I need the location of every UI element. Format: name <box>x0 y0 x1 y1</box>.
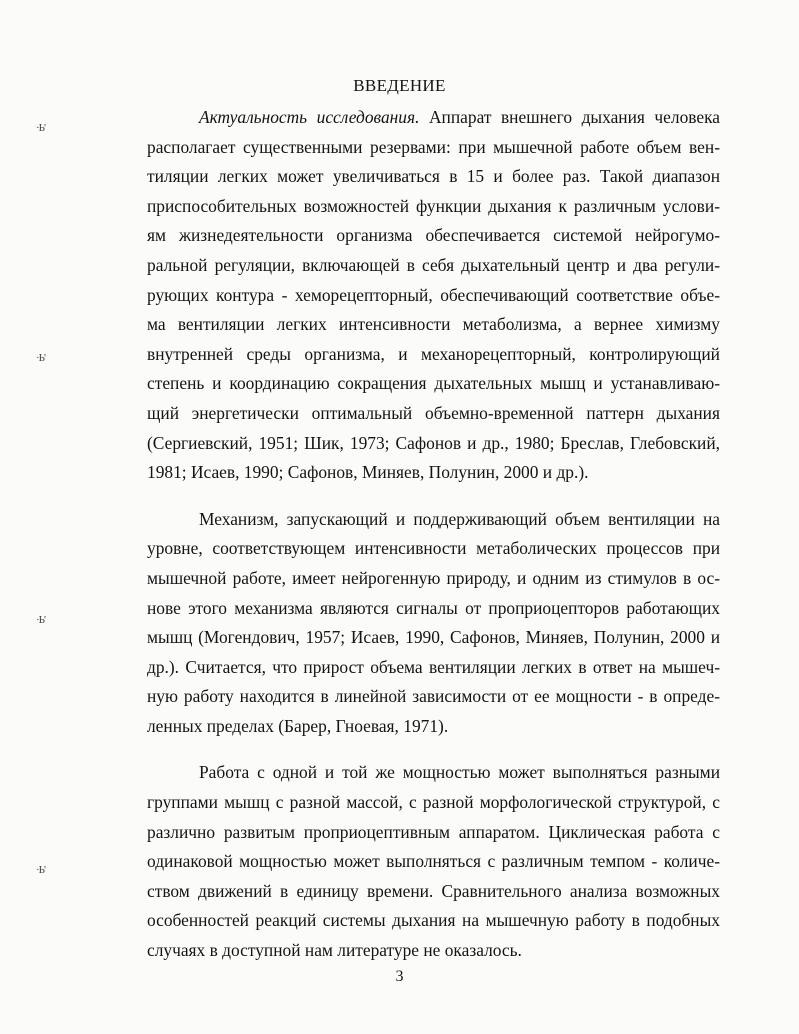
text-line: степень и координацию сокращения дыхательных мышц и устанавливаю- <box>147 373 720 394</box>
text-line: группами мышц с разной массой, с разной морфологической структурой, с <box>147 792 720 813</box>
text-line: рующих контура - хеморецепторный, обеспечивающий соответствие объе- <box>147 284 720 305</box>
text-line: щий энергетически оптимальный объемно-временной паттерн дыхания <box>147 402 720 423</box>
text-line: ям жизнедеятельности организма обеспечивается системой нейрогумо- <box>147 225 720 246</box>
text-line: ральной регуляции, включающей в себя дыхательный центр и два регули- <box>147 254 720 275</box>
text-line: различно развитым проприоцептивным аппаратом. Циклическая работа с <box>147 821 720 842</box>
binding-hole-mark: ·Ь' <box>36 122 45 134</box>
text-line: тиляции легких может увеличиваться в 15 и более раз. Такой диапазон <box>147 166 720 187</box>
binding-hole-mark: ·Ь' <box>36 614 45 626</box>
text-line: случаях в доступной нам литературе не оказалось. <box>147 940 522 961</box>
paragraph-first-line: Работа с одной и той же мощностью может выполняться разными <box>199 762 720 783</box>
text-line: ную работу находится в линейной зависимости от ее мощности - в опреде- <box>147 686 720 707</box>
text-line: уровне, соответствующем интенсивности метаболических процессов при <box>147 538 720 559</box>
text-line: приспособительных возможностей функции дыхания к различным услови- <box>147 195 720 216</box>
binding-hole-mark: ·Ь' <box>36 864 45 876</box>
text-line: одинаковой мощностью может выполняться с различным темпом - количе- <box>147 851 720 872</box>
paragraph-relevance <box>147 103 720 488</box>
paragraph-first-line: Актуальность исследования. Аппарат внешнего дыхания человека <box>199 107 721 127</box>
paragraph-first-line: Механизм, запускающий и поддерживающий объем вентиляции на <box>199 508 720 529</box>
text-line: особенностей реакций системы дыхания на мышечную работу в подобных <box>147 910 720 931</box>
text-line: ма вентиляции легких интенсивности метаболизма, а вернее химизму <box>147 314 720 335</box>
text-line: внутренней среды организма, и механорецепторный, контролирующий <box>147 343 720 364</box>
body-text <box>147 103 720 966</box>
text-line: располагает существенными резервами: при мышечной работе объем вен- <box>147 136 720 157</box>
text-line: ством движений в единицу времени. Сравнительного анализа возможных <box>147 880 720 901</box>
paragraph-gap <box>147 741 720 758</box>
section-heading: ВВЕДЕНИЕ <box>353 76 446 95</box>
text-line: др.). Считается, что прирост объема вентиляции легких в ответ на мышеч- <box>147 656 720 677</box>
binding-hole-mark: ·Ь' <box>36 352 45 364</box>
italic-lead: Актуальность исследования. <box>199 107 420 127</box>
text-line: мышц (Могендович, 1957; Исаев, 1990, Сафонов, Миняев, Полунин, 2000 и <box>147 627 720 648</box>
text-line: (Сергиевский, 1951; Шик, 1973; Сафонов и др., 1980; Бреслав, Глебовский, <box>147 432 720 453</box>
page-number: 3 <box>395 968 404 985</box>
text-line: мышечной работе, имеет нейрогенную природу, и одним из стимулов в ос- <box>147 567 720 588</box>
text-line: нове этого механизма являются сигналы от проприоцепторов работающих <box>147 597 720 618</box>
text-line: 1981; Исаев, 1990; Сафонов, Миняев, Полунин, 2000 и др.). <box>147 462 589 483</box>
paragraph-work-power <box>147 758 720 965</box>
paragraph-gap <box>147 488 720 505</box>
text-line: ленных пределах (Барер, Гноевая, 1971). <box>147 715 449 736</box>
paragraph-mechanism <box>147 505 720 742</box>
